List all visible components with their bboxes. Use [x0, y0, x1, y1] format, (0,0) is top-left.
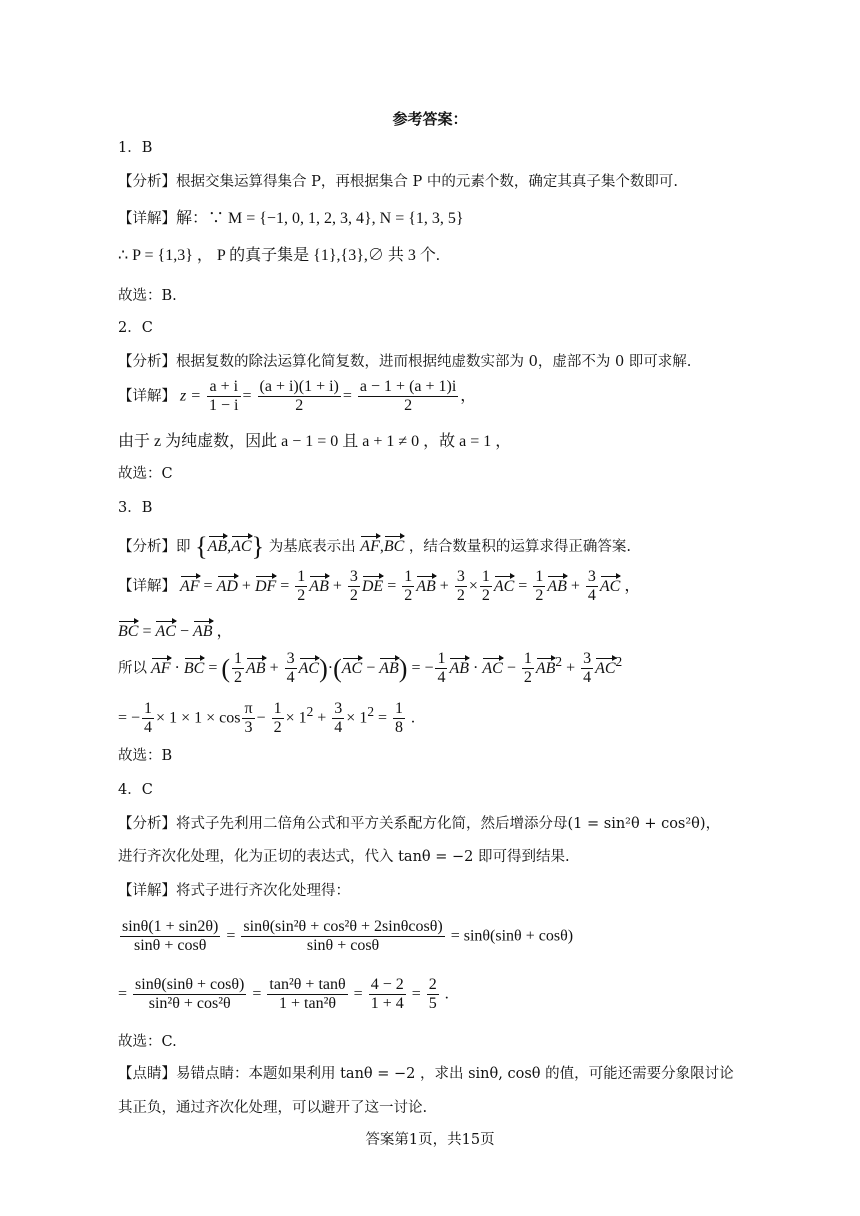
q2-detail: 【详解】 z = $\frac{a + i}{1 - i}$ = $\frac{(a + i)(1 + i)}{2}$ = $\frac{a - 1 + (a + 1)i}{2}$ ，: [118, 378, 477, 415]
q4-note: 【点睛】易错点睛：本题如果利用 tanθ = −2 ，求出 sinθ, cosθ 的值，可能还需要分象限讨论: [118, 1066, 734, 1082]
q3-number: 3．B: [118, 500, 153, 516]
q4-analysis: 【分析】将式子先利用二倍角公式和平方关系配方化简，然后增添分母(1 = sin²θ + cos²θ)，: [118, 816, 721, 832]
q2-analysis: 【分析】根据复数的除法运算化简复数，进而根据纯虚数实部为 0，虚部不为 0 即可求解.: [118, 354, 692, 370]
q4-detail: 【详解】将式子进行齐次化处理得：: [118, 883, 350, 899]
q1-detail-line2: ∴ P = {1,3} ， P 的真子集是 {1},{3},∅ 共 3 个.: [118, 247, 440, 264]
q3-answer: 故选：B: [118, 748, 173, 764]
q4-eq-line-2: = $\frac{\sin\theta(\sin\theta + \cos\theta)}{\text{sin²θ + cos²θ}}$ = $\frac{\text{tan²θ + tanθ}}{\text{1 + tan²θ}}$ = $\frac{4 - 2}{1 + 4}$ = $\frac{2}{5}$ .: [118, 976, 449, 1013]
q2-fraction-3: $\frac{a - 1 + (a + 1)i}{2}$: [359, 378, 457, 415]
q3-analysis: 【分析】即 {AB,AC} 为基底表示出 AF,BC ，结合数量积的运算求得正确答案.: [118, 532, 632, 561]
q3-bc-line: BC = AC − AB ，: [118, 618, 233, 641]
q1-detail: 【详解】解：∵ M = {−1, 0, 1, 2, 3, 4}, N = {1, 3, 5}: [118, 210, 464, 227]
q1-answer: 故选：B.: [118, 288, 177, 304]
q2-number: 2．C: [118, 320, 153, 336]
q2-fraction-1: $\frac{a + i}{1 - i}$: [209, 378, 239, 415]
q4-answer: 故选：C.: [118, 1034, 177, 1050]
q4-analysis-2: 进行齐次化处理，化为正切的表达式，代入 tanθ = −2 即可得到结果.: [118, 849, 570, 865]
q4-note-2: 其正负，通过齐次化处理，可以避开了这一讨论.: [118, 1100, 428, 1116]
q3-result-line: = − $\frac{1}{4}$ × 1 × 1 × cos $\frac{\pi}{3}$ − $\frac{1}{2}$ × $1^2$ + $\frac{3}{4}$ × $1^2$ = $\frac{1}{8}$ .: [118, 700, 416, 737]
q2-fraction-2: $\frac{(a + i)(1 + i)}{2}$: [259, 378, 339, 415]
q1-analysis: 【分析】根据交集运算得集合 P，再根据集合 P 中的元素个数，确定其真子集个数即可.: [118, 174, 678, 190]
q4-eq-line-1: $\frac{\sin\theta(1 + \sin 2\theta)}{\sin\theta + \cos\theta}$ = $\frac{\text{sinθ(sin²θ + cos²θ + 2sinθcosθ)}}{\sin\theta + \cos\theta}$ = sinθ(sinθ + cosθ): [122, 918, 574, 955]
q3-detail: 【详解】 AF = AD + DF = $\frac{1}{2}$ AB + $\frac{3}{2}$ DE = $\frac{1}{2}$ AB + $\frac{3}{2}$ × $\frac{1}{2}$ AC = $\frac{1}{2}$ AB + $\frac{3}{4}$ AC ，: [118, 568, 641, 605]
q1-number: 1．B: [118, 140, 153, 156]
page-title: 参考答案：: [392, 110, 468, 128]
q3-product-line: 所以 AF · BC = ( $\frac{1}{2}$ AB + $\frac{3}{4}$ AC)·(AC − AB) = − $\frac{1}{4}$ AB · AC − $\frac{1}{2}$ $AB^2$ + $\frac{3}{4}$ $AC^2$: [118, 650, 623, 687]
q4-number: 4．C: [118, 782, 153, 798]
q2-detail-line2: 由于 z 为纯虚数，因此 a − 1 = 0 且 a + 1 ≠ 0 ，故 a = 1 ，: [118, 433, 512, 450]
q2-answer: 故选：C: [118, 466, 173, 482]
page-footer: 答案第1页，共15页: [365, 1132, 495, 1148]
